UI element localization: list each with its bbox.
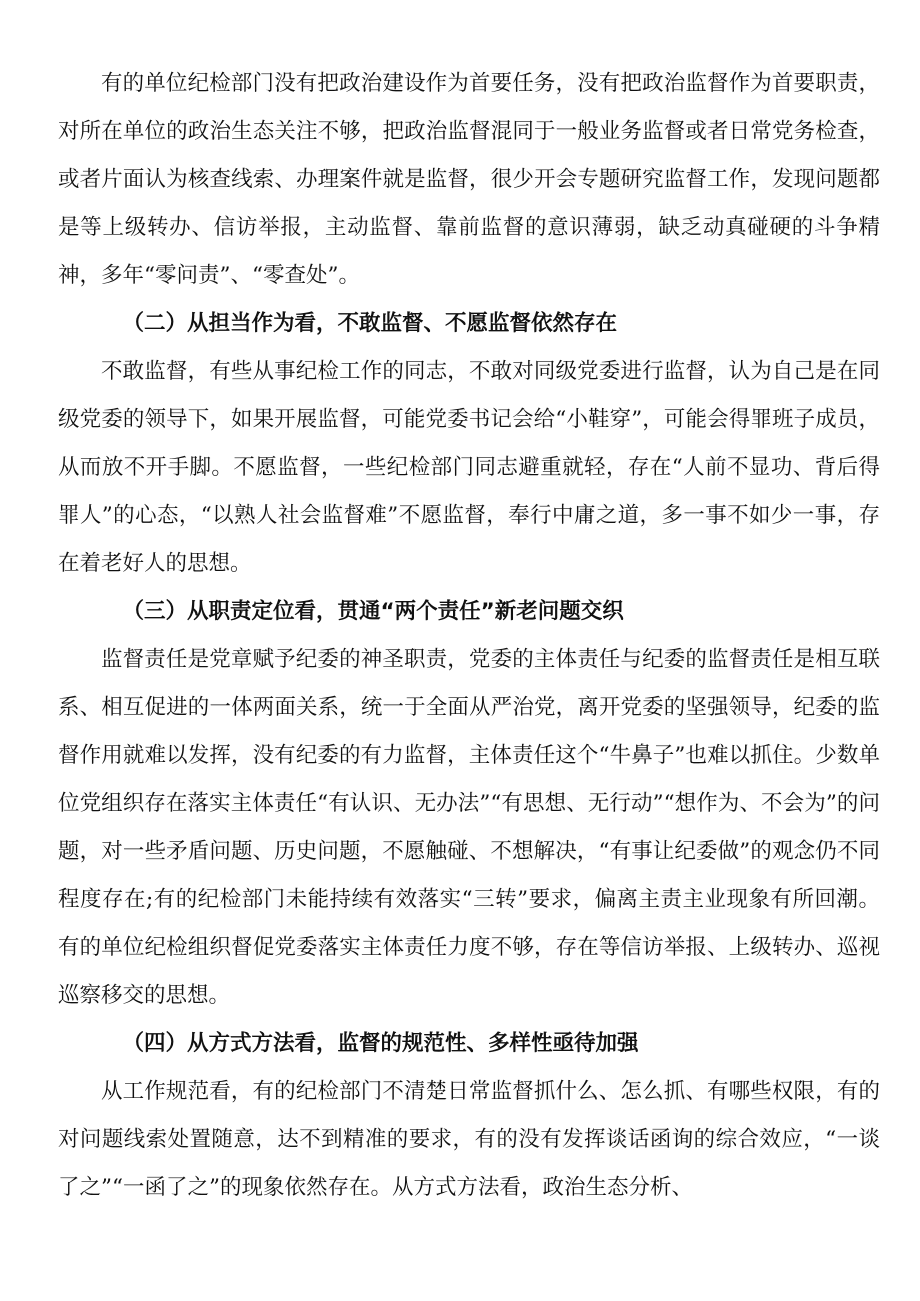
section-heading-4: （四）从方式方法看，监督的规范性、多样性亟待加强 <box>122 1031 639 1056</box>
section-heading-3: （三）从职责定位看，贯通“两个责任”新老问题交织 <box>122 599 624 624</box>
paragraph-political-supervision: 有的单位纪检部门没有把政治建设作为首要任务，没有把政治监督作为首要职责，对所在单位的政治生态关注不够，把政治监督混同于一般业务监督或者日常党务检查，或者片面认为核查线索、办理案件就是监督，很少开会专题研究监督工作，发现问题都是等上级转办、信访举报，主动监督、靠前监督的意识薄弱，缺乏动真碰硬的斗争精神，多年“零问责”、“零查处”。 <box>58 71 880 288</box>
section-heading-2: （二）从担当作为看，不敢监督、不愿监督依然存在 <box>122 311 618 336</box>
paragraph-methods: 从工作规范看，有的纪检部门不清楚日常监督抓什么、怎么抓、有哪些权限，有的对问题线索处置随意，达不到精准的要求，有的没有发挥谈话函询的综合效应，“一谈了之”“一函了之”的现象依然存在。从方式方法看，政治生态分析、 <box>58 1079 880 1200</box>
paragraph-dare-supervise: 不敢监督，有些从事纪检工作的同志，不敢对同级党委进行监督，认为自己是在同级党委的领导下，如果开展监督，可能党委书记会给“小鞋穿”，可能会得罪班子成员，从而放不开手脚。不愿监督，一些纪检部门同志避重就轻，存在“人前不显功、背后得罪人”的心态，“以熟人社会监督难”不愿监督，奉行中庸之道，多一事不如少一事，存在着老好人的思想。 <box>58 359 880 576</box>
paragraph-two-responsibilities: 监督责任是党章赋予纪委的神圣职责，党委的主体责任与纪委的监督责任是相互联系、相互促进的一体两面关系，统一于全面从严治党，离开党委的坚强领导，纪委的监督作用就难以发挥，没有纪委的有力监督，主体责任这个“牛鼻子”也难以抓住。少数单位党组织存在落实主体责任“有认识、无办法”“有思想、无行动”“想作为、不会为”的问题，对一些矛盾问题、历史问题，不愿触碰、不想解决，“有事让纪委做”的观念仍不同程度存在;有的纪检部门未能持续有效落实“三转”要求，偏离主责主业现象有所回潮。有的单位纪检组织督促党委落实主体责任力度不够，存在等信访举报、上级转办、巡视巡察移交的思想。 <box>58 647 880 1008</box>
document-page <box>58 60 880 1212</box>
